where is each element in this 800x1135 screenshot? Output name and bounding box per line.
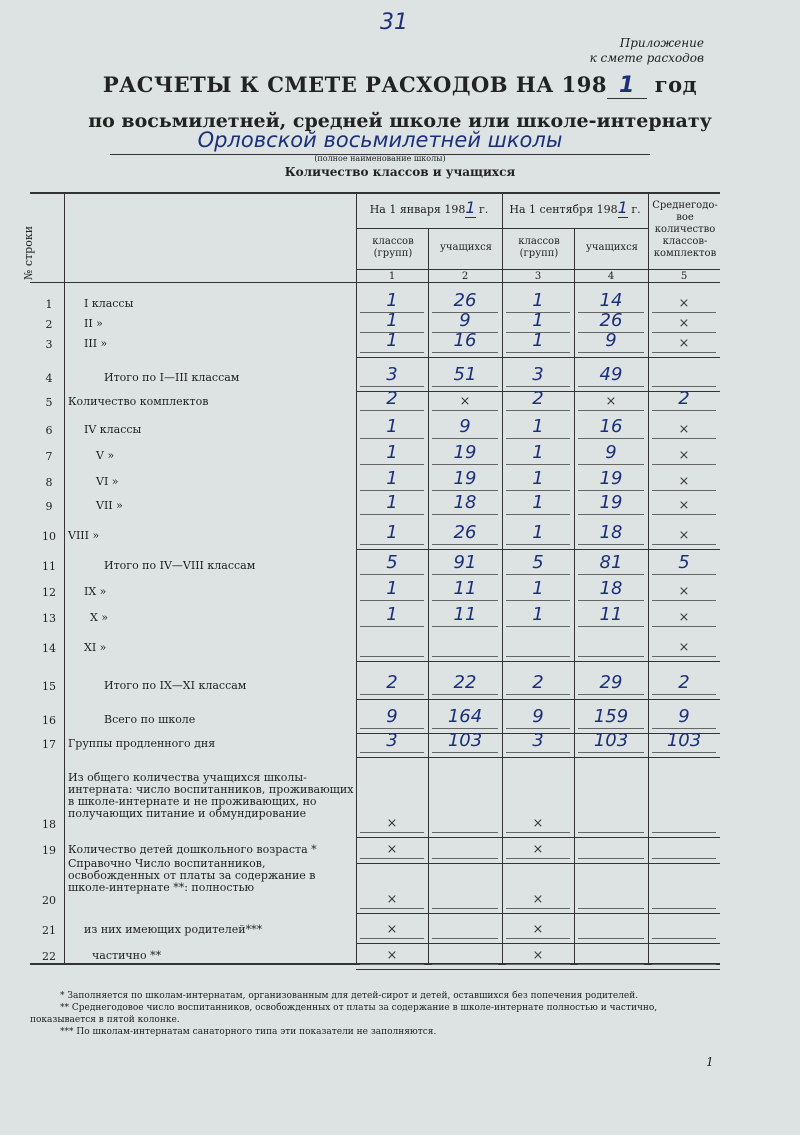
title-suffix: год <box>654 72 698 97</box>
cell-col-3: 2 <box>532 672 544 693</box>
cell-underline <box>360 964 424 965</box>
cell-underline <box>432 964 498 965</box>
cell-col-1: 3 <box>386 364 398 385</box>
row-number: 7 <box>45 450 53 463</box>
cell-underline <box>360 908 424 909</box>
cell-col-2: 19 <box>453 442 477 463</box>
row-label: Справочно Число воспитанников, освобожденных от платы за содержание в школе-интернате **: полностью <box>68 857 316 894</box>
cell-underline <box>506 938 570 939</box>
cell-underline <box>652 352 716 353</box>
cell-col-2: 11 <box>453 578 477 599</box>
cell-col-3: 1 <box>532 468 544 489</box>
footnotes <box>30 990 720 1038</box>
cell-underline <box>578 656 644 657</box>
cell-underline <box>578 352 644 353</box>
cell-col-5: 2 <box>678 388 690 409</box>
cell-col-3: 1 <box>532 416 544 437</box>
cell-underline <box>652 656 716 657</box>
cell-col-3: 1 <box>532 310 544 331</box>
cell-underline <box>652 908 716 909</box>
cell-underline <box>578 464 644 465</box>
row-number: 9 <box>45 500 53 513</box>
handwritten-page-number: 31 <box>380 10 408 35</box>
title-year-digit: 1 <box>607 73 647 99</box>
row-number: 22 <box>42 950 56 963</box>
header-classes-jan: классов (групп) <box>372 236 414 259</box>
cell-underline <box>360 574 424 575</box>
row-number: 4 <box>45 372 53 385</box>
cell-col-1: 2 <box>386 672 398 693</box>
row-label: Итого по IV—VIII классам <box>104 559 256 572</box>
cell-underline <box>652 490 716 491</box>
cell-col-3: 1 <box>532 578 544 599</box>
header-jan-suffix: г. <box>479 203 489 216</box>
cell-underline <box>360 626 424 627</box>
cell-underline <box>432 544 498 545</box>
cell-col-5: × <box>678 336 690 351</box>
cell-underline <box>506 514 570 515</box>
footnote-3: *** По школам-интернатам санаторного типа эти показатели не заполняются. <box>60 1027 437 1037</box>
row-label: III » <box>84 337 108 350</box>
row-separator <box>356 699 720 700</box>
cell-col-1: 1 <box>386 492 398 513</box>
cell-col-1: × <box>386 948 398 963</box>
cell-underline <box>652 544 716 545</box>
appendix-line-1: Приложение <box>619 36 704 50</box>
cell-col-1: 1 <box>386 416 398 437</box>
header-sep-text: На 1 сентября 198 <box>509 203 618 216</box>
row-label: Итого по I—III классам <box>104 371 240 384</box>
cell-underline <box>506 438 570 439</box>
cell-underline <box>578 728 644 729</box>
cell-col-2: × <box>459 394 471 409</box>
cell-underline <box>652 312 716 313</box>
cell-underline <box>432 438 498 439</box>
cell-underline <box>578 938 644 939</box>
row-number: 1 <box>45 298 53 311</box>
cell-underline <box>652 938 716 939</box>
cell-underline <box>432 490 498 491</box>
row-number: 17 <box>42 738 56 751</box>
cell-underline <box>360 464 424 465</box>
col-divider-rownum <box>64 193 65 963</box>
appendix-line-2: к смете расходов <box>589 51 704 65</box>
cell-underline <box>652 752 716 753</box>
row-number: 5 <box>45 396 53 409</box>
header-avg: Среднегодо-вое количество классов-комплектов <box>652 200 718 259</box>
cell-col-5: × <box>678 498 690 513</box>
cell-underline <box>652 600 716 601</box>
cell-underline <box>578 694 644 695</box>
cell-underline <box>360 656 424 657</box>
title-prefix: РАСЧЕТЫ К СМЕТЕ РАСХОДОВ НА 198 <box>102 72 607 97</box>
table-top-rule <box>30 192 720 194</box>
cell-col-3: 1 <box>532 604 544 625</box>
row-separator <box>356 913 720 914</box>
row-label: V » <box>96 449 115 462</box>
header-jan-text: На 1 января 198 <box>369 203 466 216</box>
cell-col-3: 1 <box>532 290 544 311</box>
cell-underline <box>360 600 424 601</box>
cell-underline <box>652 410 716 411</box>
cell-underline <box>360 858 424 859</box>
row-label: X » <box>90 611 109 624</box>
cell-col-5: × <box>678 422 690 437</box>
page-number: 1 <box>706 1055 714 1069</box>
cell-underline <box>506 600 570 601</box>
cell-underline <box>432 410 498 411</box>
cell-col-4: 103 <box>593 730 629 751</box>
row-label: VII » <box>96 499 123 512</box>
row-number: 21 <box>42 924 56 937</box>
header-sep <box>504 198 646 217</box>
cell-underline <box>360 352 424 353</box>
row-number: 20 <box>42 894 56 907</box>
cell-underline <box>506 490 570 491</box>
cell-underline <box>578 410 644 411</box>
cell-col-3: × <box>532 922 544 937</box>
cell-col-4: 81 <box>599 552 623 573</box>
cell-underline <box>432 908 498 909</box>
cell-col-5: × <box>678 528 690 543</box>
row-number: 12 <box>42 586 56 599</box>
row-number: 13 <box>42 612 56 625</box>
cell-col-4: 159 <box>593 706 629 727</box>
cell-underline <box>506 464 570 465</box>
appendix-note <box>590 36 704 66</box>
cell-col-4: 26 <box>599 310 623 331</box>
cell-col-4: 9 <box>605 442 617 463</box>
cell-col-4: 49 <box>599 364 623 385</box>
school-name: Орловской восьмилетней школы <box>110 128 650 155</box>
cell-underline <box>506 544 570 545</box>
head-sub-rule <box>356 228 648 229</box>
cell-col-1: 1 <box>386 310 398 331</box>
cell-underline <box>652 464 716 465</box>
cell-underline <box>506 832 570 833</box>
cell-underline <box>652 728 716 729</box>
cell-underline <box>578 600 644 601</box>
document-title <box>0 72 800 99</box>
cell-underline <box>432 752 498 753</box>
cell-underline <box>652 332 716 333</box>
row-number: 10 <box>42 530 56 543</box>
cell-col-4: 18 <box>599 522 623 543</box>
cell-underline <box>432 600 498 601</box>
row-label: Итого по IX—XI классам <box>104 679 247 692</box>
cell-col-1: 1 <box>386 290 398 311</box>
cell-col-2: 164 <box>447 706 483 727</box>
cell-col-2: 16 <box>453 330 477 351</box>
row-label: Группы продленного дня <box>68 737 216 750</box>
cell-underline <box>506 964 570 965</box>
document-subtitle: по восьмилетней, средней школе или школе-интернату <box>88 110 712 132</box>
cell-underline <box>578 964 644 965</box>
row-number: 19 <box>42 844 56 857</box>
col-num-3: 3 <box>534 271 542 282</box>
cell-col-1: 3 <box>386 730 398 751</box>
cell-underline <box>360 544 424 545</box>
cell-col-1: 1 <box>386 468 398 489</box>
row-number: 6 <box>45 424 53 437</box>
cell-underline <box>360 490 424 491</box>
school-name-caption: (полное наименование школы) <box>314 154 446 163</box>
row-separator <box>356 837 720 838</box>
row-number: 11 <box>42 560 56 573</box>
cell-underline <box>578 544 644 545</box>
cell-underline <box>360 694 424 695</box>
cell-col-4: 19 <box>599 492 623 513</box>
cell-underline <box>506 410 570 411</box>
cell-underline <box>506 656 570 657</box>
cell-col-3: 9 <box>532 706 544 727</box>
footnote-2: ** Среднегодовое число воспитанников, освобожденных от платы за содержание в школе-интернате полностью и частично, показывается в пятой колонке. <box>30 1003 658 1025</box>
cell-underline <box>578 386 644 387</box>
row-label: IV классы <box>84 423 142 436</box>
cell-underline <box>432 386 498 387</box>
header-sep-digit: 1 <box>617 198 628 217</box>
cell-underline <box>652 832 716 833</box>
cell-col-3: 3 <box>532 730 544 751</box>
row-separator <box>356 969 720 970</box>
cell-col-1: 9 <box>386 706 398 727</box>
cell-col-5: × <box>678 448 690 463</box>
cell-col-3: 5 <box>532 552 544 573</box>
section-title: Количество классов и учащихся <box>284 165 516 179</box>
row-number: 14 <box>42 642 56 655</box>
row-label: Количество детей дошкольного возраста * <box>68 843 317 856</box>
row-separator <box>356 943 720 944</box>
cell-underline <box>652 626 716 627</box>
cell-underline <box>578 490 644 491</box>
cell-underline <box>506 752 570 753</box>
cell-col-5: × <box>678 316 690 331</box>
cell-underline <box>506 728 570 729</box>
cell-underline <box>506 574 570 575</box>
cell-underline <box>578 626 644 627</box>
cell-underline <box>432 694 498 695</box>
cell-col-5: × <box>678 296 690 311</box>
cell-underline <box>652 574 716 575</box>
cell-col-5: × <box>678 474 690 489</box>
row-number: 2 <box>45 318 53 331</box>
cell-col-3: 1 <box>532 442 544 463</box>
cell-underline <box>360 386 424 387</box>
row-label: XI » <box>84 641 107 654</box>
cell-col-5: × <box>678 640 690 655</box>
cell-col-5: 5 <box>678 552 690 573</box>
cell-underline <box>652 438 716 439</box>
cell-col-3: 3 <box>532 364 544 385</box>
cell-col-3: 2 <box>532 388 544 409</box>
cell-underline <box>652 964 716 965</box>
cell-col-4: 18 <box>599 578 623 599</box>
col-num-1: 1 <box>388 271 396 282</box>
cell-underline <box>578 908 644 909</box>
cell-underline <box>578 752 644 753</box>
cell-col-3: 1 <box>532 522 544 543</box>
cell-col-2: 26 <box>453 290 477 311</box>
cell-underline <box>432 832 498 833</box>
cell-col-4: 11 <box>599 604 623 625</box>
cell-underline <box>360 728 424 729</box>
cell-col-3: × <box>532 816 544 831</box>
cell-underline <box>360 514 424 515</box>
cell-underline <box>360 752 424 753</box>
cell-underline <box>506 858 570 859</box>
cell-underline <box>360 938 424 939</box>
row-separator <box>356 863 720 864</box>
cell-underline <box>578 438 644 439</box>
header-jan-digit: 1 <box>465 198 476 217</box>
cell-col-5: × <box>678 584 690 599</box>
cell-col-1: × <box>386 892 398 907</box>
cell-col-5: × <box>678 610 690 625</box>
col-num-5: 5 <box>680 271 688 282</box>
cell-col-2: 91 <box>453 552 477 573</box>
cell-col-1: 5 <box>386 552 398 573</box>
footnote-1: * Заполняется по школам-интернатам, организованным для детей-сирот и детей, оставшихся без попечения родителей. <box>60 991 639 1001</box>
cell-col-1: 2 <box>386 388 398 409</box>
cell-underline <box>432 514 498 515</box>
cell-underline <box>506 352 570 353</box>
cell-col-2: 103 <box>447 730 483 751</box>
row-label: IX » <box>84 585 107 598</box>
row-label: частично ** <box>92 949 162 962</box>
row-number: 16 <box>42 714 56 727</box>
cell-col-4: 16 <box>599 416 623 437</box>
cell-col-2: 9 <box>459 310 471 331</box>
row-label: Всего по школе <box>104 713 196 726</box>
col-num-2: 2 <box>461 271 469 282</box>
cell-underline <box>578 574 644 575</box>
row-label: из них имеющих родителей*** <box>84 923 263 936</box>
row-label: Из общего количества учащихся школы-интерната: число воспитанников, проживающих в школе-интернате и не проживающих, но получающих питание и обмундирование <box>68 771 354 820</box>
cell-col-5: 9 <box>678 706 690 727</box>
cell-col-2: 22 <box>453 672 477 693</box>
cell-underline <box>652 858 716 859</box>
cell-col-2: 51 <box>453 364 477 385</box>
cell-col-3: 1 <box>532 492 544 513</box>
cell-col-1: 1 <box>386 604 398 625</box>
row-number: 8 <box>45 476 53 489</box>
cell-col-1: 1 <box>386 442 398 463</box>
row-label: II » <box>84 317 103 330</box>
cell-col-2: 9 <box>459 416 471 437</box>
cell-col-3: × <box>532 892 544 907</box>
cell-col-4: 14 <box>599 290 623 311</box>
col-num-4: 4 <box>607 271 615 282</box>
row-label: VIII » <box>68 529 100 542</box>
cell-underline <box>506 908 570 909</box>
cell-col-1: × <box>386 922 398 937</box>
row-number: 3 <box>45 338 53 351</box>
cell-underline <box>432 656 498 657</box>
cell-col-3: 1 <box>532 330 544 351</box>
cell-underline <box>506 694 570 695</box>
cell-col-2: 18 <box>453 492 477 513</box>
cell-underline <box>432 626 498 627</box>
cell-underline <box>506 386 570 387</box>
cell-underline <box>432 574 498 575</box>
row-number: 18 <box>42 818 56 831</box>
header-students-sep: учащихся <box>586 242 638 253</box>
header-classes-sep: классов (групп) <box>518 236 560 259</box>
cell-underline <box>652 386 716 387</box>
cell-underline <box>578 858 644 859</box>
cell-underline <box>360 438 424 439</box>
cell-col-1: 1 <box>386 522 398 543</box>
cell-col-1: × <box>386 816 398 831</box>
row-separator <box>356 357 720 358</box>
cell-col-2: 26 <box>453 522 477 543</box>
cell-col-4: 9 <box>605 330 617 351</box>
header-students-jan: учащихся <box>440 242 492 253</box>
header-sep-suffix: г. <box>631 203 641 216</box>
cell-col-1: 1 <box>386 578 398 599</box>
cell-underline <box>652 694 716 695</box>
cell-col-4: × <box>605 394 617 409</box>
row-label: I классы <box>84 297 134 310</box>
cell-col-3: × <box>532 948 544 963</box>
row-label: VI » <box>96 475 119 488</box>
cell-underline <box>506 626 570 627</box>
cell-underline <box>360 410 424 411</box>
row-separator <box>356 757 720 758</box>
cell-underline <box>432 352 498 353</box>
row-label: Количество комплектов <box>68 395 209 408</box>
cell-underline <box>578 832 644 833</box>
cell-underline <box>432 728 498 729</box>
head-num-rule <box>356 269 720 270</box>
row-separator <box>356 549 720 550</box>
row-number-header: № строки <box>22 225 35 280</box>
cell-underline <box>432 938 498 939</box>
cell-col-2: 11 <box>453 604 477 625</box>
cell-underline <box>432 464 498 465</box>
cell-col-1: 1 <box>386 330 398 351</box>
cell-col-5: 103 <box>666 730 702 751</box>
row-number: 15 <box>42 680 56 693</box>
cell-col-4: 19 <box>599 468 623 489</box>
cell-underline <box>432 858 498 859</box>
cell-underline <box>360 832 424 833</box>
cell-underline <box>578 514 644 515</box>
cell-col-3: × <box>532 842 544 857</box>
cell-col-4: 29 <box>599 672 623 693</box>
row-separator <box>356 661 720 662</box>
cell-underline <box>652 514 716 515</box>
header-jan <box>358 198 500 217</box>
cell-col-2: 19 <box>453 468 477 489</box>
cell-col-5: 2 <box>678 672 690 693</box>
cell-col-1: × <box>386 842 398 857</box>
